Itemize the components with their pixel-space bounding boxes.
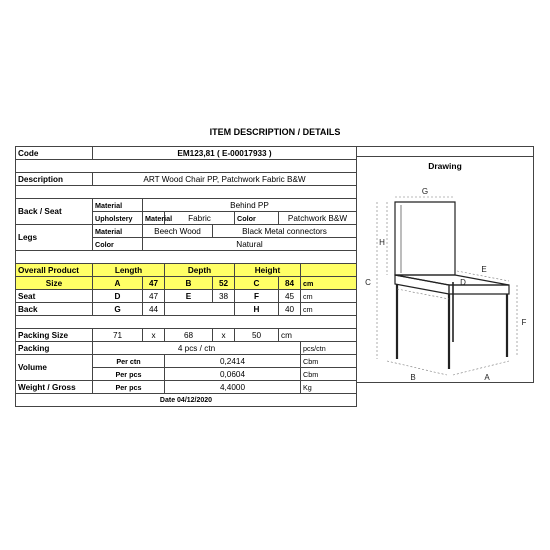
packing-size-x2: x (213, 329, 235, 342)
volume-label: Volume (16, 355, 93, 381)
legs-color-value: Natural (143, 238, 357, 251)
back-seat-material-label: Material (93, 199, 143, 212)
seat-unit: cm (301, 290, 357, 303)
weight-unit: Kg (301, 381, 357, 394)
chair-diagram (357, 147, 535, 384)
seat-f-value: 45 (279, 290, 301, 303)
upholstery-color-value: Patchwork B&W (279, 212, 357, 225)
size-row (16, 277, 357, 290)
depth-header: Depth (165, 264, 235, 277)
size-a: A (93, 277, 143, 290)
packing-size-length: 71 (93, 329, 143, 342)
chair-seat-front (395, 275, 449, 294)
packing-size-label: Packing Size (16, 329, 93, 342)
seat-d: D (93, 290, 143, 303)
volume-per-pcs-label: Per pcs (93, 368, 165, 381)
packing-unit: pcs/ctn (301, 342, 357, 355)
size-c-value: 84 (279, 277, 301, 290)
volume-per-pcs-value: 0,0604 (165, 368, 301, 381)
back-seat-label: Back / Seat (16, 199, 93, 225)
back-h: H (235, 303, 279, 316)
dim-b-line (387, 361, 447, 375)
back-seat-material-value: Behind PP (143, 199, 357, 212)
packing-size-unit: cm (279, 329, 357, 342)
height-header: Height (235, 264, 301, 277)
back-unit: cm (301, 303, 357, 316)
volume-per-ctn-label: Per ctn (93, 355, 165, 368)
code-value: EM123,81 ( E-00017933 ) (93, 147, 357, 160)
chair-seat-side (449, 285, 509, 294)
date-row (16, 394, 357, 407)
label-g: G (421, 187, 429, 196)
legs-color-label: Color (93, 238, 143, 251)
size-unit: cm (301, 277, 357, 290)
label-e: E (481, 265, 487, 274)
weight-value: 4,4000 (165, 381, 301, 394)
date-stamp: Date 04/12/2020 (16, 394, 357, 407)
volume-ctn-row (16, 355, 357, 368)
back-label: Back (16, 303, 93, 316)
upholstery-color-label: Color (235, 212, 279, 225)
packing-label: Packing (16, 342, 93, 355)
weight-per-pcs-label: Per pcs (93, 381, 165, 394)
dimensions-header-row (16, 264, 357, 277)
seat-e: E (165, 290, 213, 303)
back-g: G (93, 303, 143, 316)
description-value: ART Wood Chair PP, Patchwork Fabric B&W (93, 173, 357, 186)
code-row (16, 147, 357, 160)
packing-size-row (16, 329, 357, 342)
back-g-value: 44 (143, 303, 165, 316)
drawing-panel (356, 146, 534, 383)
packing-size-width: 68 (165, 329, 213, 342)
chair-seat-top (395, 275, 509, 285)
packing-size-x1: x (143, 329, 165, 342)
description-row (16, 173, 357, 186)
dim-d-line (397, 289, 449, 299)
overall-product-label: Overall Product (16, 264, 93, 277)
weight-row (16, 381, 357, 394)
size-b-value: 52 (213, 277, 235, 290)
seat-e-value: 38 (213, 290, 235, 303)
details-table (15, 146, 357, 407)
upholstery-label: Upholstery (93, 212, 143, 225)
size-c: C (235, 277, 279, 290)
legs-label: Legs (16, 225, 93, 251)
label-d: D (460, 278, 466, 287)
description-label: Description (16, 173, 93, 186)
label-f: F (521, 318, 527, 327)
seat-d-value: 47 (143, 290, 165, 303)
legs-connectors: Black Metal connectors (213, 225, 357, 238)
seat-f: F (235, 290, 279, 303)
label-a: A (484, 373, 490, 382)
packing-row (16, 342, 357, 355)
back-h-value: 40 (279, 303, 301, 316)
seat-label: Seat (16, 290, 93, 303)
volume-ctn-unit: Cbm (301, 355, 357, 368)
page-title: ITEM DESCRIPTION / DETAILS (209, 127, 341, 137)
upholstery-material-value: Fabric (165, 212, 235, 225)
legs-material-label: Material (93, 225, 143, 238)
weight-label: Weight / Gross (16, 381, 93, 394)
seat-row (16, 290, 357, 303)
label-b: B (410, 373, 416, 382)
drawing-title: Drawing (428, 161, 462, 171)
chair-backrest (395, 202, 455, 275)
volume-pcs-unit: Cbm (301, 368, 357, 381)
label-c: C (365, 278, 371, 287)
dim-a-line (453, 361, 509, 375)
packing-size-height: 50 (235, 329, 279, 342)
size-a-value: 47 (143, 277, 165, 290)
back-seat-material-row (16, 199, 357, 212)
label-h: H (379, 238, 385, 247)
volume-per-ctn-value: 0,2414 (165, 355, 301, 368)
code-label: Code (16, 147, 93, 160)
size-label: Size (16, 277, 93, 290)
upholstery-material-label: Material (143, 212, 165, 225)
legs-material-row (16, 225, 357, 238)
legs-material-value: Beech Wood (143, 225, 213, 238)
length-header: Length (93, 264, 165, 277)
size-b: B (165, 277, 213, 290)
packing-value: 4 pcs / ctn (93, 342, 301, 355)
back-row (16, 303, 357, 316)
